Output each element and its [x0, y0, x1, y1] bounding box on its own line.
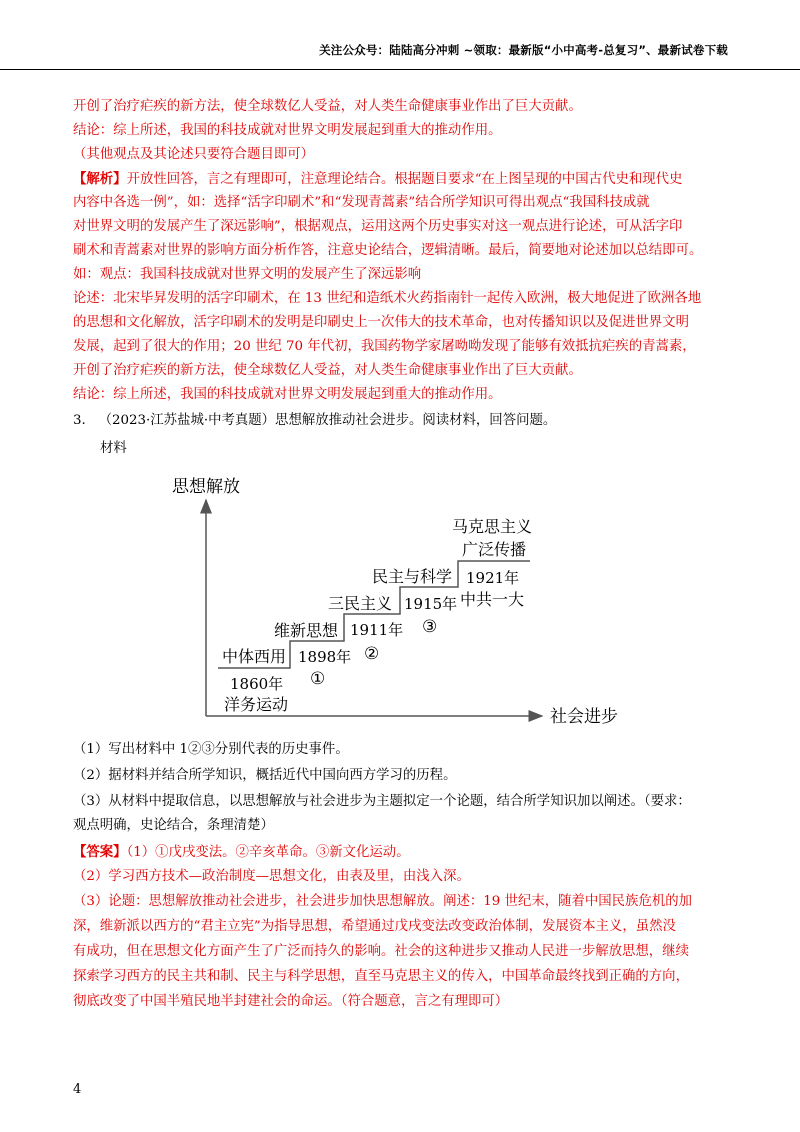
- step-top-label: 广泛传播: [462, 540, 527, 559]
- answer-line: 深，维新派以西方的“君主立宪”为指导思想，希望通过戊戌变法改变政治体制，发展资本主义，虽然没: [73, 919, 676, 934]
- analysis-line: 结论：综上所述，我国的科技成就对世界文明发展起到重大的推动作用。: [73, 387, 502, 402]
- answer-prev-line: 结论：综上所述，我国的科技成就对世界文明发展起到重大的推动作用。: [73, 123, 502, 138]
- step-top-label: 民主与科学: [372, 567, 453, 586]
- thought-progress-diagram: [160, 466, 640, 726]
- step-top-label: 马克思主义: [452, 517, 533, 536]
- sub-question: （3）从材料中提取信息，以思想解放与社会进步为主题拟定一个论题，结合所学知识加以阐述。（要求：: [73, 794, 691, 809]
- analysis-line: 的思想和文化解放，活字印刷术的发明是印刷史上一次伟大的技术革命，也对传播知识以及促进世界文明: [73, 315, 689, 330]
- step-top-label: 维新思想: [274, 621, 339, 640]
- page-number: 4: [73, 1082, 82, 1097]
- analysis-line: 对世界文明的发展产生了深远影响”，根据观点，运用这两个历史事实对这一观点进行论述，可从活字印: [73, 219, 683, 234]
- analysis-line: 内容中各选一例”，如：选择“活字印刷术”和“发现青蒿素”结合所学知识可得出观点“我国科技成就: [73, 195, 650, 210]
- x-axis-label: 社会进步: [550, 707, 618, 726]
- analysis-line: 发展，起到了很大的作用；20 世纪 70 年代初，我国药物学家屠呦呦发现了能够有效抵抗疟疾的青蒿素，: [73, 339, 696, 354]
- step-event-label: 洋务运动: [224, 695, 289, 714]
- sub-question: （2）据材料并结合所学知识，概括近代中国向西方学习的历程。: [73, 768, 457, 783]
- question-stem-text: （2023·江苏盐城·中考真题）思想解放推动社会进步。阅读材料，回答问题。: [98, 413, 557, 428]
- step-top-label: 中体西用: [222, 647, 287, 666]
- step-year-label: 1860年: [230, 675, 284, 693]
- analysis-tag: 【解析】: [73, 171, 127, 187]
- analysis-line: 开创了治疗疟疾的新方法，使全球数亿人受益，对人类生命健康事业作出了巨大贡献。: [73, 363, 582, 378]
- question-stem: [73, 412, 556, 430]
- answer-line: 彻底改变了中国半殖民地半封建社会的命运。（符合题意，言之有理即可）: [73, 994, 509, 1009]
- analysis-first-line: [73, 170, 682, 189]
- sub-question: （1）写出材料中 1②③分别代表的历史事件。: [73, 742, 349, 757]
- answer-first-line: [73, 843, 410, 862]
- analysis-line: 论述：北宋毕昇发明的活字印刷术，在 13 世纪和造纸术火药指南针一起传入欧洲，极大地促进了欧洲各地: [73, 291, 702, 306]
- step-year-label: 1911年: [350, 621, 404, 639]
- answer-line: （1）①戊戌变法。②辛亥革命。③新文化运动。: [126, 845, 410, 860]
- answer-line: 探索学习西方的民主共和制、民主与科学思想，直至马克思主义的传入，中国革命最终找到正确的方向，: [73, 969, 689, 984]
- step-mark-label: ②: [364, 644, 380, 664]
- question-number: 3.: [73, 413, 86, 428]
- page-header: [0, 0, 800, 70]
- answer-tag: 【答案】: [73, 844, 127, 860]
- material-label: 材料: [100, 441, 127, 456]
- step-top-label: 三民主义: [328, 594, 393, 613]
- step-event-label: 中共一大: [460, 590, 525, 609]
- step-year-label: 1898年: [298, 648, 352, 666]
- answer-line: （2）学习西方技术—政治制度—思想文化，由表及里，由浅入深。: [73, 869, 470, 884]
- answer-line: 有成功，但在思想文化方面产生了广泛而持久的影响。社会的这种进步又推动人民进一步解放思想，继续: [73, 944, 689, 959]
- step-year-label: 1921年: [466, 569, 520, 587]
- step-mark-label: ③: [422, 617, 438, 637]
- step-year-label: 1915年: [404, 595, 458, 613]
- analysis-line: 如：观点：我国科技成就对世界文明的发展产生了深远影响: [73, 267, 422, 282]
- analysis-line: 刷术和青蒿素对世界的影响方面分析作答，注意史论结合，逻辑清晰。最后，简要地对论述加以总结即可。: [73, 243, 703, 258]
- step-mark-label: ①: [310, 669, 326, 689]
- analysis-line: 开放性回答，言之有理即可，注意理论结合。根据题目要求“在上图呈现的中国古代史和现代史: [126, 172, 683, 187]
- answer-prev-line: （其他观点及其论述只要符合题目即可）: [73, 147, 315, 162]
- header-text: 关注公众号：陆陆高分冲刺 ~领取：最新版“小中高考-总复习”、最新试卷下载: [319, 43, 728, 57]
- sub-question: 观点明确，史论结合，条理清楚）: [73, 818, 274, 833]
- y-axis-label: 思想解放: [172, 477, 240, 497]
- answer-line: （3）论题：思想解放推动社会进步，社会进步加快思想解放。阐述：19 世纪末，随着中国民族危机的加: [73, 894, 692, 909]
- answer-prev-line: 开创了治疗疟疾的新方法，使全球数亿人受益，对人类生命健康事业作出了巨大贡献。: [73, 99, 582, 114]
